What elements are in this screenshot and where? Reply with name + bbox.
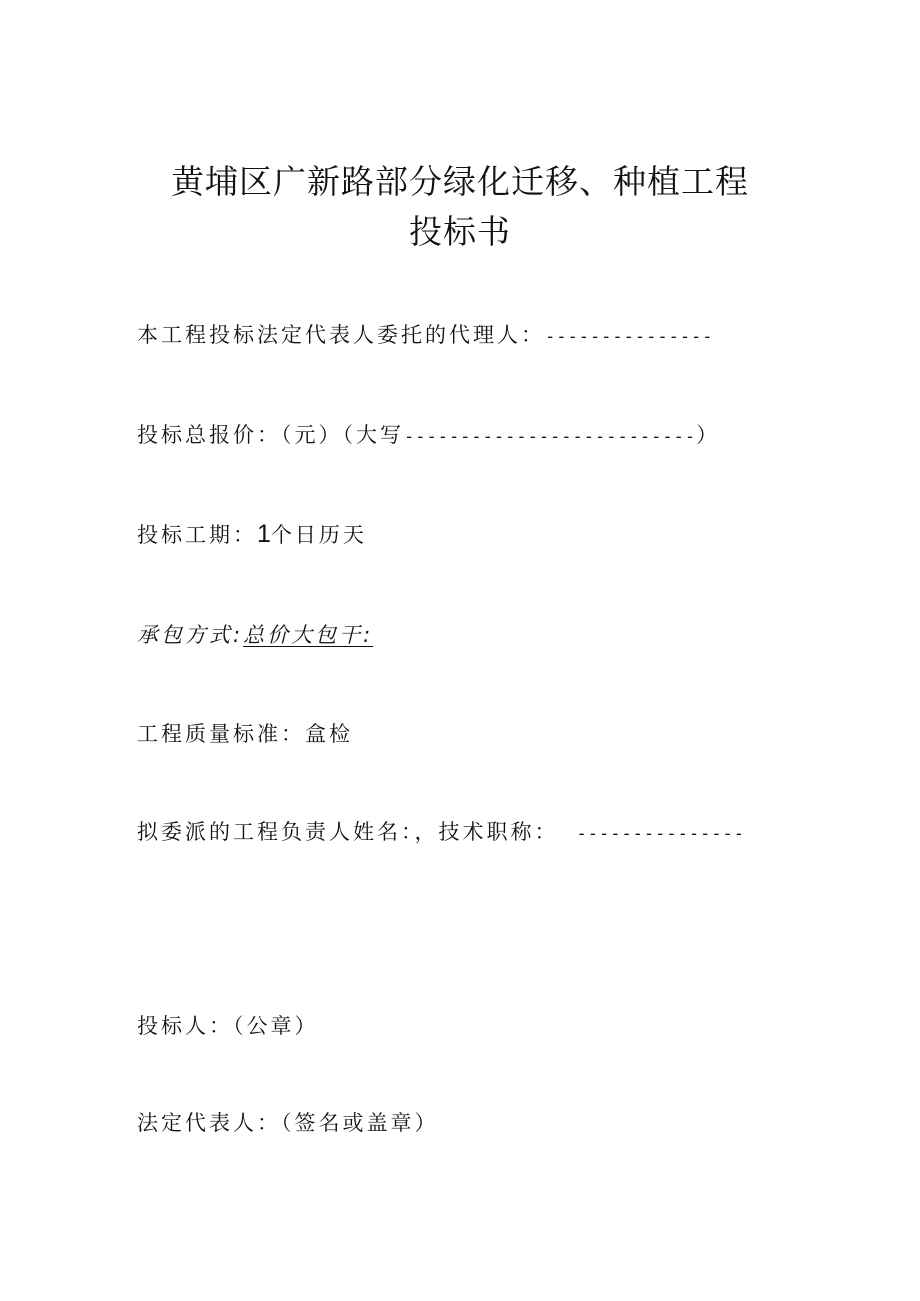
quality-value: 盒检 (305, 722, 353, 746)
document-title-line1: 黄埔区广新路部分绿化迁移、种植工程 (171, 162, 749, 201)
agent-label: 本工程投标法定代表人委托的代理人： (137, 323, 545, 347)
contract-mode-line (137, 620, 373, 650)
manager-line (137, 817, 745, 849)
price-line (137, 420, 720, 452)
contract-mode-value: 总价大包干: (243, 623, 374, 647)
manager-label: 拟委派的工程负责人姓名：，技术职称： (137, 820, 559, 844)
quality-label: 工程质量标准： (137, 722, 305, 746)
quality-line (137, 719, 353, 749)
agent-line (137, 320, 714, 352)
price-blank: -------------------------- (404, 427, 697, 447)
bidder-label: 投标人：（公章） (137, 1014, 319, 1038)
duration-unit: 个日历天 (270, 523, 367, 547)
document-title-line2: 投标书 (409, 212, 511, 251)
duration-number: 1 (257, 520, 271, 548)
legal-rep-line (137, 1108, 439, 1138)
contract-mode-label: 承包方式: (137, 623, 244, 647)
duration-label: 投标工期： (137, 523, 257, 547)
price-label: 投标总报价：（元）（大写 (137, 423, 404, 447)
manager-blank: --------------- (576, 824, 746, 844)
bidder-line (137, 1011, 319, 1041)
price-close: ） (696, 423, 721, 447)
agent-blank: --------------- (545, 327, 714, 347)
duration-line (137, 519, 367, 550)
legal-rep-label: 法定代表人：（签名或盖章） (137, 1111, 439, 1135)
